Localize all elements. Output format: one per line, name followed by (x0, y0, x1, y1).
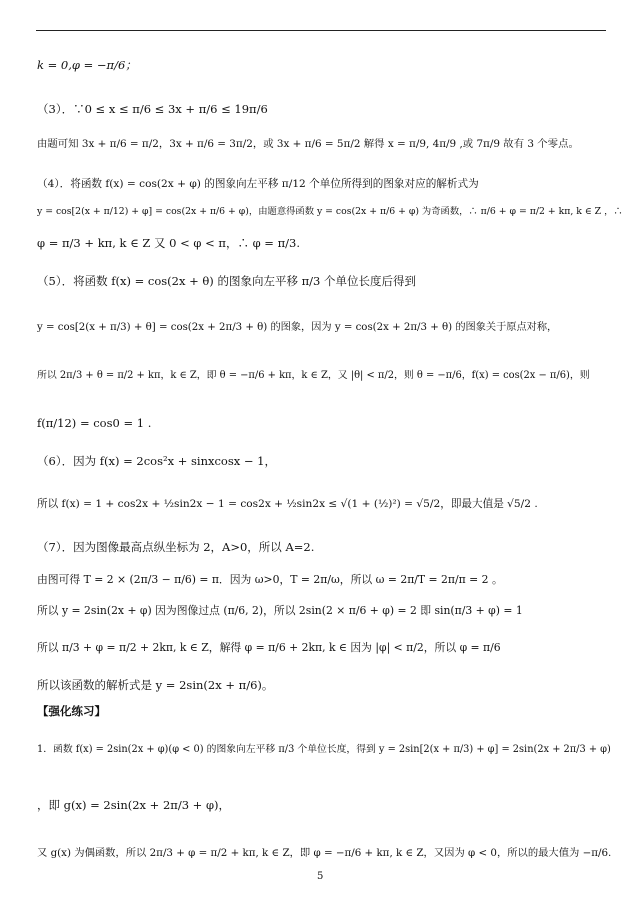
line-part6-intro: （6）．因为 f(x) = 2cos²x + sinxcosx − 1， (37, 454, 276, 468)
line-part4-intro: （4）．将函数 f(x) = cos(2x + φ) 的图象向左平移 π/12 个单位所得到的图象对应的解析式为 (37, 178, 479, 190)
line-part5-value: f(π/12) = cos0 = 1 . (37, 416, 152, 430)
line-exercise1-g: ，即 g(x) = 2sin(2x + 2π/3 + φ)， (37, 798, 231, 812)
line-part5-solve: 所以 2π/3 + θ = π/2 + kπ，k ∈ Z，即 θ = −π/6 + kπ，k ∈ Z，又 |θ| < π/2，则 θ = −π/6，f(x) = cos(2x − π/6)，则 (37, 370, 590, 381)
line-part7-period: 由图可得 T = 2 × (2π/3 − π/6) = π．因为 ω>0，T = 2π/ω，所以 ω = 2π/T = 2π/π = 2 。 (37, 573, 503, 586)
line-part4-result: φ = π/3 + kπ, k ∈ Z 又 0 < φ < π，∴ φ = π/3. (37, 236, 301, 250)
line-part7-phi: 所以 π/3 + φ = π/2 + 2kπ, k ∈ Z，解得 φ = π/6 + 2kπ, k ∈ 因为 |φ| < π/2，所以 φ = π/6 (37, 641, 501, 654)
header-rule (36, 30, 606, 31)
line-part4-derivation: y = cos[2(x + π/12) + φ] = cos(2x + π/6 + φ)，由题意得函数 y = cos(2x + π/6 + φ) 为奇函数，∴ π/6 + φ = π/2 + kπ, k ∈ Z ，∴ (37, 206, 623, 217)
line-part3-zeros: 由题可知 3x + π/6 = π/2，3x + π/6 = 3π/2，或 3x + π/6 = 5π/2 解得 x = π/9, 4π/9 ,或 7π/9 故有 3 个零点。 (37, 138, 579, 150)
line-part7-amplitude: （7）．因为图像最高点纵坐标为 2，A>0，所以 A=2. (37, 540, 315, 554)
line-part7-point: 所以 y = 2sin(2x + φ) 因为图像过点 (π/6, 2)，所以 2sin(2 × π/6 + φ) = 2 即 sin(π/3 + φ) = 1 (37, 604, 523, 617)
line-part7-result: 所以该函数的解析式是 y = 2sin(2x + π/6)。 (37, 678, 274, 692)
section-title-practice: 【强化练习】 (37, 704, 106, 718)
line-part5-graph: y = cos[2(x + π/3) + θ] = cos(2x + 2π/3 + θ) 的图象，因为 y = cos(2x + 2π/3 + θ) 的图象关于原点对称， (37, 322, 558, 333)
line-exercise1-shift: 1．函数 f(x) = 2sin(2x + φ)(φ < 0) 的图象向左平移 π/3 个单位长度，得到 y = 2sin[2(x + π/3) + φ] = 2sin(2x + 2π/3 + φ) (37, 744, 611, 755)
line-k-phi: k = 0,φ = −π/6； (37, 58, 137, 72)
line-exercise1-answer: 又 g(x) 为偶函数，所以 2π/3 + φ = π/2 + kπ, k ∈ Z，即 φ = −π/6 + kπ, k ∈ Z，又因为 φ < 0，所以的最大值为 −π/6. (37, 847, 612, 859)
page-number: 5 (317, 871, 324, 882)
line-part3-range: （3）．∵0 ≤ x ≤ π/6 ≤ 3x + π/6 ≤ 19π/6 (37, 102, 268, 116)
line-part5-intro: （5）．将函数 f(x) = cos(2x + θ) 的图象向左平移 π/3 个单位长度后得到 (37, 274, 417, 288)
line-part6-max: 所以 f(x) = 1 + cos2x + ½sin2x − 1 = cos2x + ½sin2x ≤ √(1 + (½)²) = √5/2，即最大值是 √5/2 . (37, 498, 538, 510)
